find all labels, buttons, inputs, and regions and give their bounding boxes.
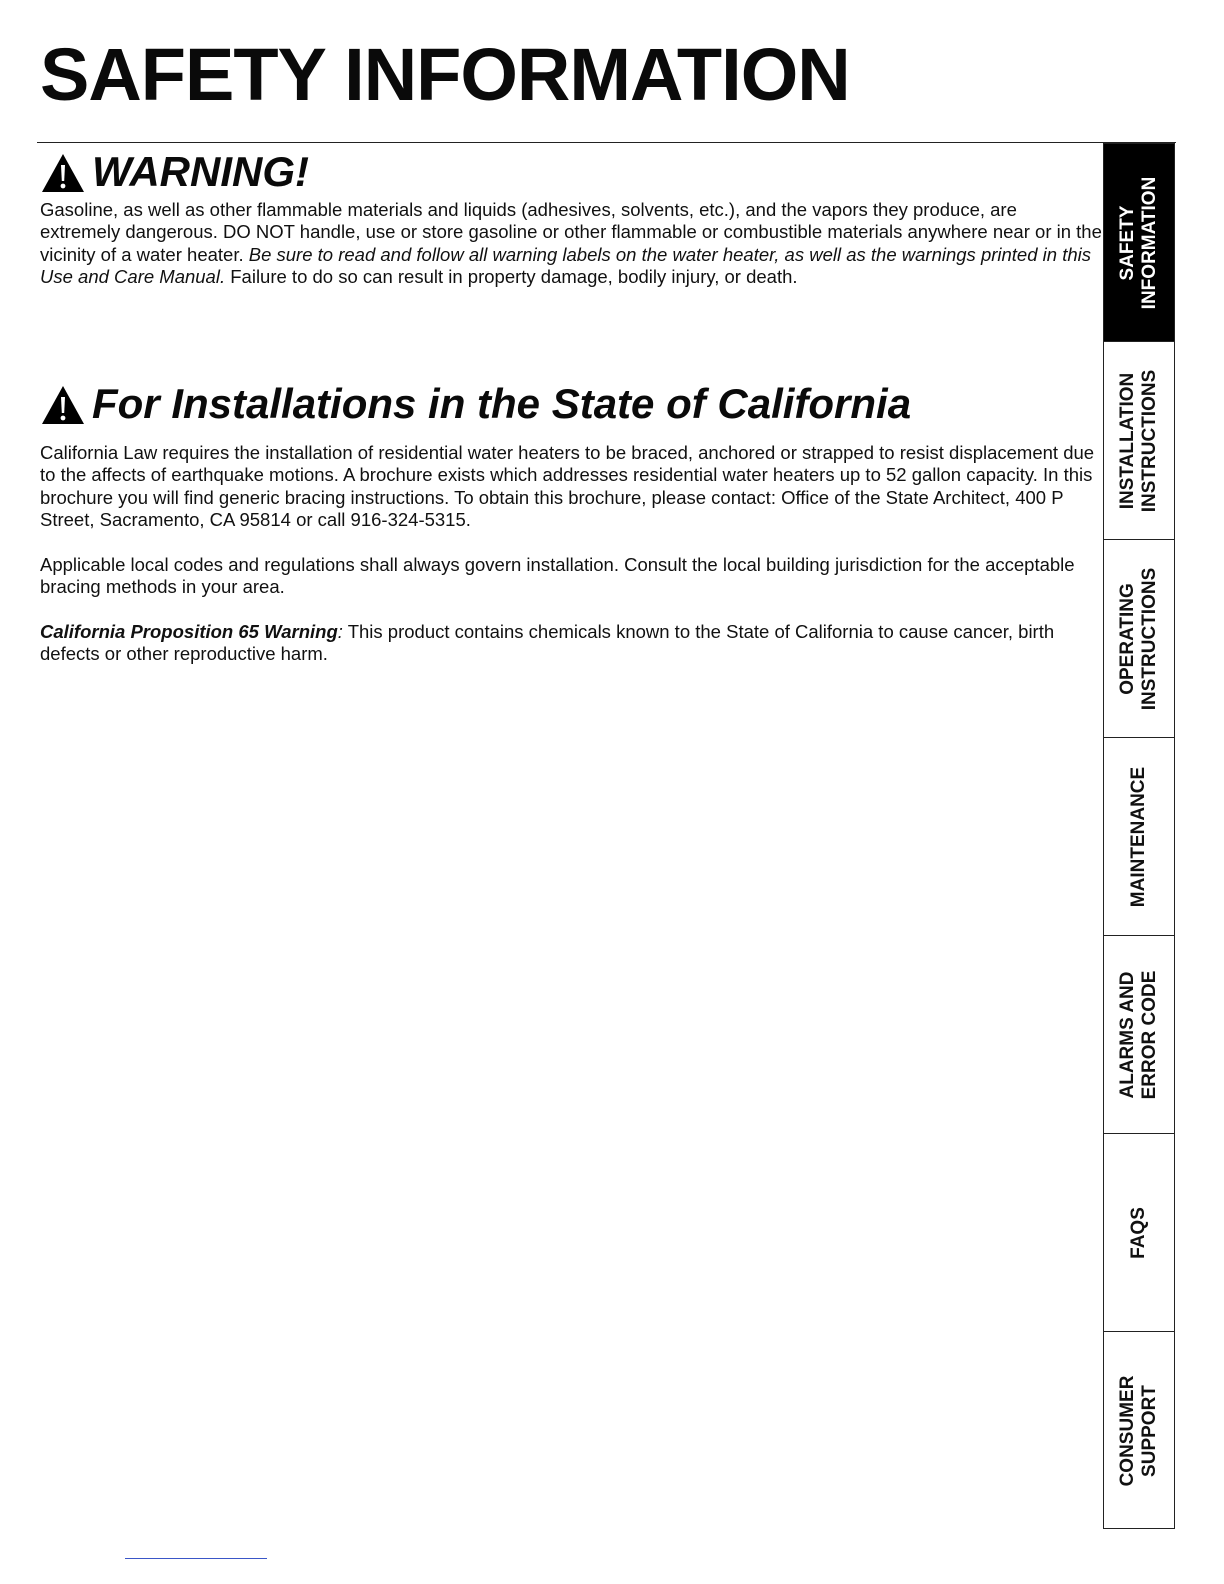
footer-divider	[125, 1558, 267, 1559]
tab-maintenance[interactable]	[1104, 737, 1174, 935]
tab-installation-instructions[interactable]	[1104, 341, 1174, 539]
tab-label: ALARMS AND ERROR CODE	[1117, 970, 1160, 1099]
warning-text-italic: Be sure to read and follow all warning labels on the water heater, as well as the warnings printed in this Use and Care Manual.	[40, 243, 1091, 288]
warning-triangle-icon	[40, 150, 92, 194]
prop65-colon: :	[337, 621, 343, 642]
california-paragraph-2: Applicable local codes and regulations shall always govern installation. Consult the local building jurisdiction for the acceptable bracing methods in your area.	[40, 554, 1075, 598]
warning-heading-text: WARNING!	[92, 148, 309, 195]
california-heading	[40, 380, 911, 428]
tab-operating-instructions[interactable]	[1104, 539, 1174, 737]
prop65-text: This product contains chemicals known to the State of California to cause cancer, birth defects or other reproductive harm.	[40, 621, 1055, 665]
title-divider	[37, 142, 1176, 143]
prop65-paragraph	[40, 621, 1102, 666]
tab-safety-information[interactable]	[1104, 143, 1174, 341]
page-title: SAFETY INFORMATION	[40, 33, 850, 116]
tab-label: FAQS	[1128, 1206, 1149, 1259]
warning-triangle-icon	[40, 382, 92, 426]
warning-text-part1: Gasoline, as well as other flammable materials and liquids (adhesives, solvents, etc.), and the vapors they produce, are extremely dangerous. DO NOT handle, use or store gasoline or other flammable or combustible materials anywhere near or in the vicinity of a water heater.	[40, 199, 1102, 265]
prop65-label: California Proposition 65 Warning	[40, 621, 338, 642]
tab-faqs[interactable]	[1104, 1133, 1174, 1331]
tab-consumer-support[interactable]	[1104, 1331, 1174, 1529]
california-paragraph-1: California Law requires the installation of residential water heaters to be braced, anchored or strapped to resist displacement due to the affects of earthquake motions. A brochure exists which addresses residential water heaters up to 52 gallon capacity. In this brochure you will find generic bracing instructions. To obtain this brochure, please contact: Office of the State Architect, 400 P Street, Sacramento, CA 95814 or call 916-324-5315.	[40, 442, 1095, 531]
section-tabs	[1103, 143, 1175, 1529]
tab-label: INSTALLATION INSTRUCTIONS	[1117, 369, 1160, 512]
warning-heading	[40, 148, 309, 196]
tab-label: SAFETY INFORMATION	[1117, 176, 1160, 309]
tab-label: MAINTENANCE	[1128, 766, 1149, 907]
tab-label: OPERATING INSTRUCTIONS	[1117, 567, 1160, 710]
tab-label: CONSUMER SUPPORT	[1117, 1375, 1160, 1486]
tab-alarms-and-error-code[interactable]	[1104, 935, 1174, 1133]
warning-text-part2: Failure to do so can result in property damage, bodily injury, or death.	[225, 266, 798, 288]
california-heading-text: For Installations in the State of California	[92, 380, 912, 427]
warning-paragraph	[40, 199, 1102, 289]
